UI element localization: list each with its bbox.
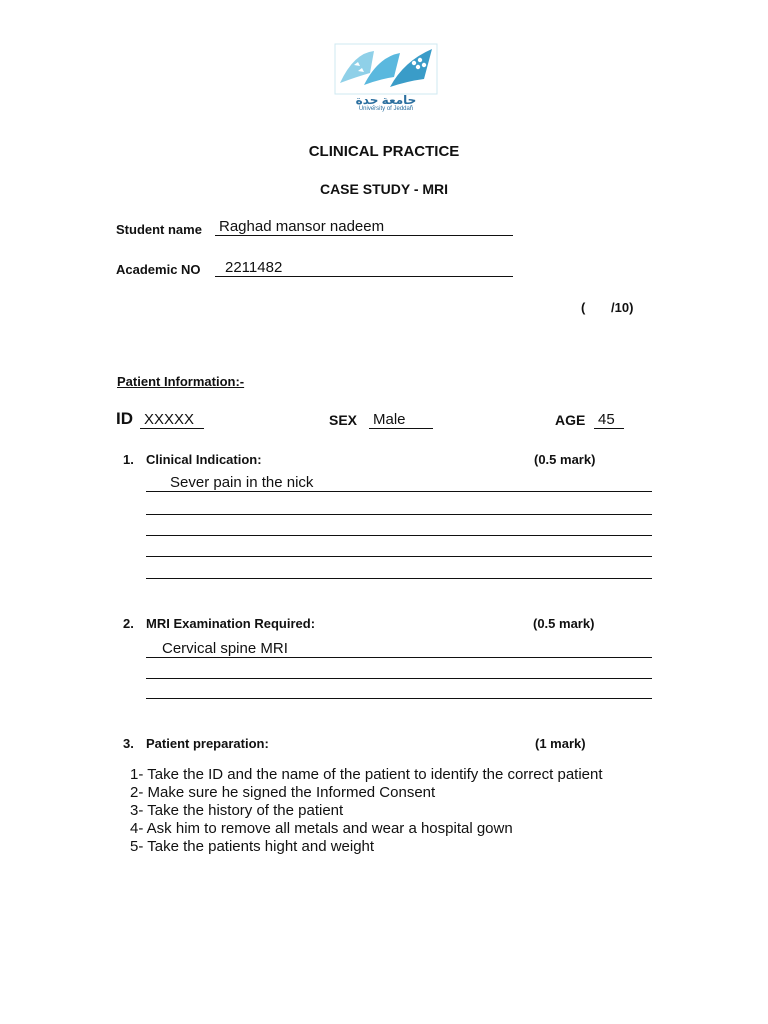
patient-age-field[interactable]: 45 <box>594 411 624 429</box>
q3-mark: (1 mark) <box>535 736 586 751</box>
student-name-label: Student name <box>116 222 202 237</box>
patient-info-heading: Patient Information:- <box>117 374 245 389</box>
q1-answer-line <box>146 535 652 536</box>
q2-answer-field[interactable]: Cervical spine MRI <box>146 640 652 658</box>
patient-sex-field[interactable]: Male <box>369 411 433 429</box>
q3-number: 3. <box>123 736 134 751</box>
score-open-paren: ( <box>581 300 586 315</box>
q2-answer-line <box>146 698 652 699</box>
patient-id-field[interactable]: XXXXX <box>140 411 204 429</box>
academic-no-field[interactable]: 2211482 <box>215 259 513 277</box>
q1-mark: (0.5 mark) <box>534 452 596 467</box>
patient-id-label: ID <box>116 409 133 428</box>
logo-english-text: University of Jeddah <box>358 106 414 112</box>
page-subtitle: CASE STUDY - MRI <box>319 181 449 197</box>
q2-answer-line <box>146 678 652 679</box>
q2-label: MRI Examination Required: <box>146 616 316 631</box>
q1-answer-line <box>146 556 652 557</box>
patient-sex-label: SEX <box>329 412 358 428</box>
q1-answer-line <box>146 514 652 515</box>
page-title: CLINICAL PRACTICE <box>308 143 460 160</box>
patient-age-label: AGE <box>555 412 586 428</box>
score-total: /10) <box>611 300 634 315</box>
list-item: 5- Take the patients hight and weight <box>130 838 375 855</box>
q1-label: Clinical Indication: <box>146 452 262 467</box>
preparation-list <box>130 766 603 856</box>
q1-number: 1. <box>123 452 134 467</box>
academic-no-label: Academic NO <box>116 262 201 277</box>
q3-label: Patient preparation: <box>146 736 269 751</box>
q2-mark: (0.5 mark) <box>533 616 595 631</box>
logo-arabic-text: جامعة جدة <box>355 93 417 107</box>
q1-answer-line <box>146 578 652 579</box>
student-name-field[interactable]: Raghad mansor nadeem <box>215 218 513 236</box>
list-item: 2- Make sure he signed the Informed Consent <box>130 784 436 801</box>
q2-number: 2. <box>123 616 134 631</box>
list-item: 4- Ask him to remove all metals and wear a hospital gown <box>130 820 513 837</box>
q1-answer-field[interactable]: Sever pain in the nick <box>146 474 652 492</box>
list-item: 1- Take the ID and the name of the patient to identify the correct patient <box>130 766 603 783</box>
list-item: 3- Take the history of the patient <box>130 802 344 819</box>
